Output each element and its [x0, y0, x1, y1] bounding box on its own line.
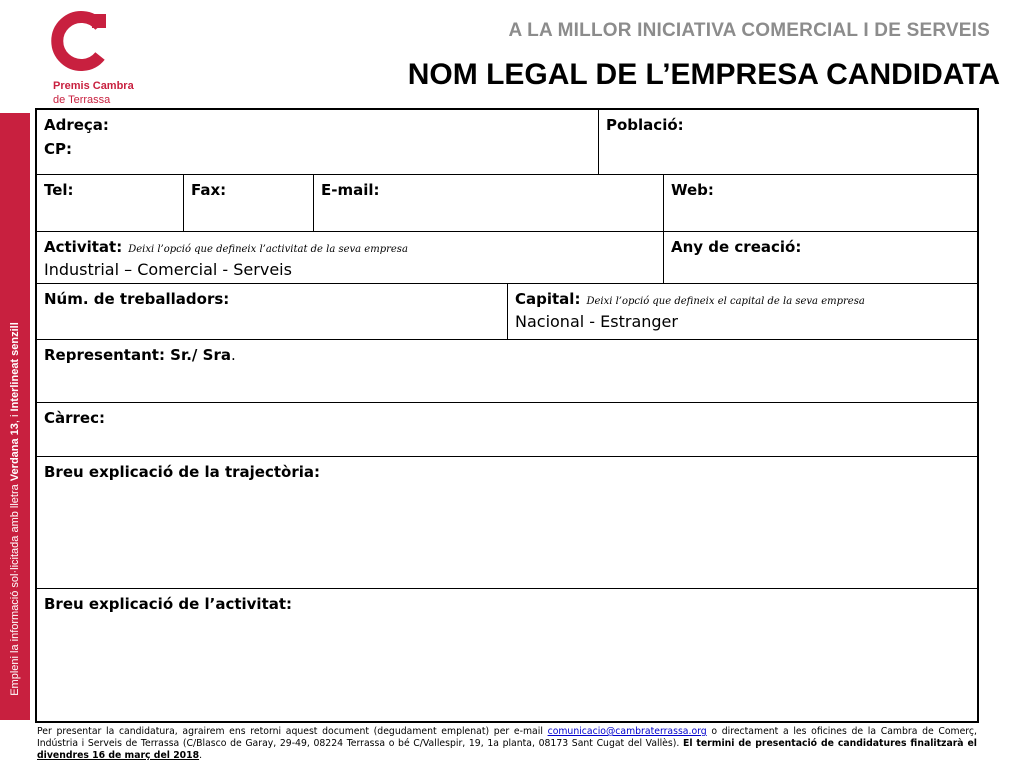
logo-text-premis: Premis Cambra	[53, 80, 134, 92]
cp-label: CP:	[44, 140, 73, 158]
form-row-position[interactable]	[37, 403, 977, 457]
footer-end: .	[199, 750, 203, 761]
representative-dot: .	[230, 346, 236, 364]
form-row-contact	[37, 175, 977, 232]
capital-label: Capital:	[515, 290, 581, 308]
position-label: Càrrec:	[44, 409, 105, 427]
form-row-trajectory[interactable]	[37, 457, 977, 589]
form-row-address	[37, 110, 977, 175]
fax-cell[interactable]	[184, 175, 314, 231]
footer-note	[37, 726, 977, 762]
tel-cell[interactable]	[37, 175, 184, 231]
activity-cell[interactable]	[37, 232, 664, 283]
footer-deadline-date: divendres 16 de març del 2018	[37, 750, 200, 761]
workers-label: Núm. de treballadors:	[44, 290, 230, 308]
form-row-activity-description[interactable]	[37, 589, 977, 721]
form-row-activity	[37, 232, 977, 284]
activity-options[interactable]: Industrial – Comercial - Serveis	[44, 260, 292, 279]
candidate-form	[35, 108, 979, 723]
web-label: Web:	[671, 181, 714, 199]
web-cell[interactable]	[664, 175, 977, 231]
form-row-representative[interactable]	[37, 340, 977, 403]
sidebar-text-a: Empleni la informació sol·licitada amb lletra	[9, 481, 21, 696]
cambra-c-logo-icon	[50, 10, 112, 72]
workers-cell[interactable]	[37, 284, 508, 339]
page-title: NOM LEGAL DE L’EMPRESA CANDIDATA	[407, 58, 1000, 91]
capital-hint: Deixi l’opció que defineix el capital de la seva empresa	[586, 296, 865, 307]
sidebar-instructions-text	[9, 322, 21, 696]
instructions-sidebar	[0, 113, 30, 720]
page-subtitle: A LA MILLOR INICIATIVA COMERCIAL I DE SERVEIS	[508, 20, 990, 41]
capital-options[interactable]: Nacional - Estranger	[515, 312, 678, 331]
footer-text-2: o directament a les oficines de la Cambra de Comerç, Indústria i Serveis de Terrassa (C/Blasco de Garay, 29-49, 08224 Terrassa o bé C/Vallespir, 19, 1a planta, 08173 Sant Cugat del Vallès).	[37, 726, 977, 749]
city-label: Població:	[606, 116, 684, 134]
year-cell[interactable]	[664, 232, 977, 283]
email-label: E-mail:	[321, 181, 380, 199]
capital-cell[interactable]	[508, 284, 977, 339]
tel-label: Tel:	[44, 181, 74, 199]
activity-label: Activitat:	[44, 238, 123, 256]
address-cell[interactable]	[37, 110, 599, 174]
trajectory-label: Breu explicació de la trajectòria:	[44, 463, 320, 481]
email-cell[interactable]	[314, 175, 664, 231]
city-cell[interactable]	[599, 110, 977, 174]
activity-label-line	[44, 238, 408, 256]
year-label: Any de creació:	[671, 238, 802, 256]
sidebar-text-c: , i	[9, 411, 21, 424]
form-row-workers	[37, 284, 977, 340]
footer-deadline-text: El termini de presentació de candidatures finalitzarà el	[682, 738, 977, 749]
sidebar-text-spacing: Interlineat senzill	[9, 322, 21, 412]
sidebar-text-font: Verdana 13	[9, 423, 21, 482]
footer-email-link[interactable]: comunicacio@cambraterrassa.org	[547, 726, 707, 737]
capital-label-line	[515, 290, 865, 308]
fax-label: Fax:	[191, 181, 227, 199]
footer-text-1: Per presentar la candidatura, agrairem ens retorni aquest document (degudament emplenat) per e-mail	[37, 726, 548, 737]
activity-description-label: Breu explicació de l’activitat:	[44, 595, 293, 613]
cambra-logo	[50, 10, 140, 106]
address-label: Adreça:	[44, 116, 109, 134]
representative-label: Representant: Sr./ Sra	[44, 346, 231, 364]
logo-text-terrassa: de Terrassa	[53, 94, 111, 106]
activity-hint: Deixi l’opció que defineix l’activitat de la seva empresa	[128, 244, 408, 255]
representative-label-line	[44, 346, 236, 364]
